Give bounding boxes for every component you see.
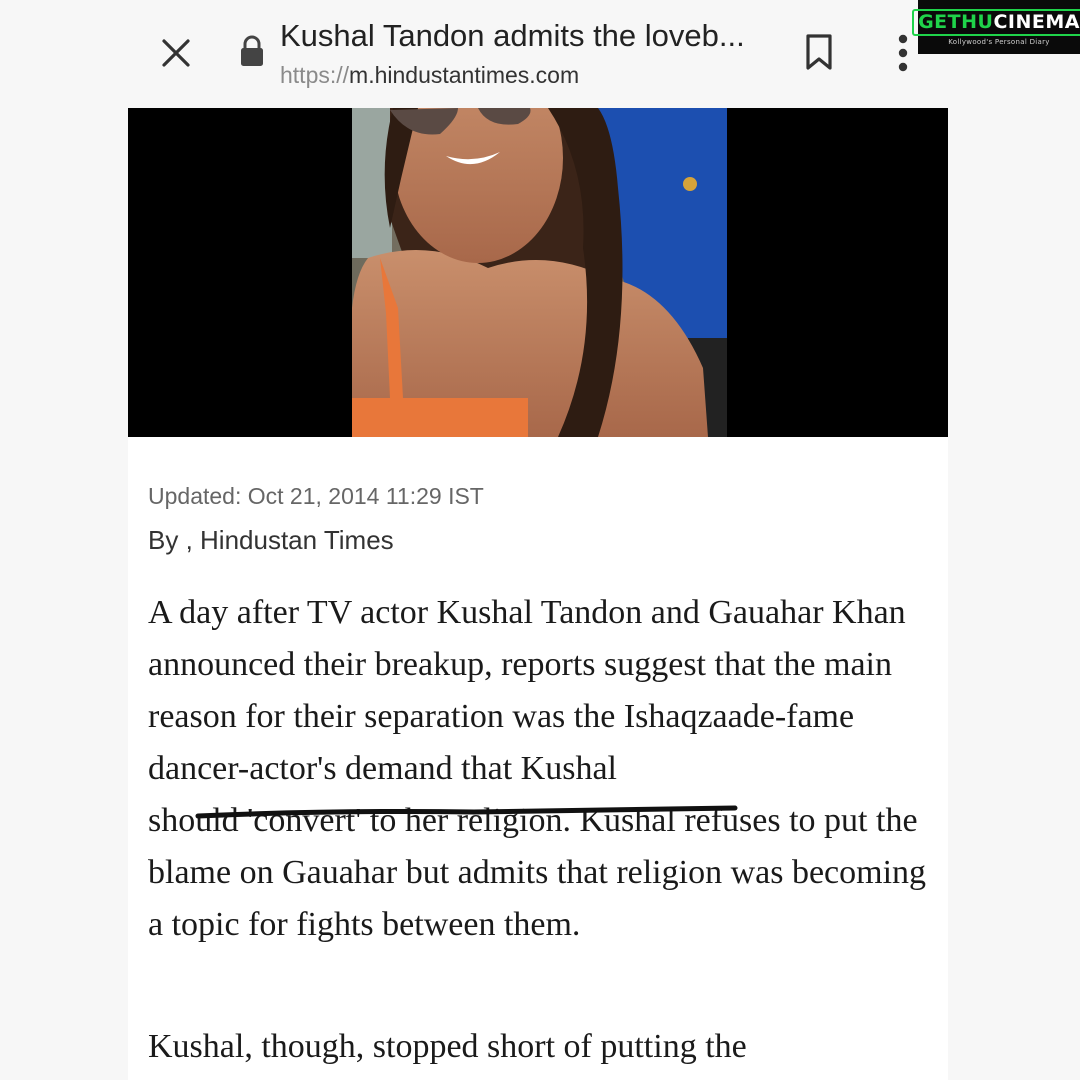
watermark-tagline: Kollywood's Personal Diary [948, 37, 1050, 46]
close-button[interactable] [150, 30, 202, 76]
photo-illustration [128, 108, 948, 437]
handdrawn-underline [194, 804, 739, 824]
article-paragraph-2: Kushal, though, stopped short of putting the [148, 1028, 747, 1065]
watermark-wordmark [912, 9, 1080, 36]
watermark-part2: CINEMA [993, 10, 1080, 33]
url-text[interactable] [280, 62, 579, 89]
byline: By , Hindustan Times [148, 525, 394, 555]
bookmark-icon [804, 33, 834, 71]
url-host: m.hindustantimes.com [349, 62, 580, 88]
overflow-menu-button[interactable] [886, 30, 920, 76]
para1-after: . Kushal refuses to put the blame on Gauahar but admits that religion was becoming a topic for fights between them. [148, 802, 927, 943]
para1-before: A day after TV actor Kushal Tandon and Gauahar Khan announced their breakup, reports suggest that the main reason for their separation was the Ishaqzaade-fame dancer-actor's demand that Kushal [148, 594, 906, 787]
close-icon [161, 38, 191, 68]
more-vert-icon [897, 34, 909, 72]
updated-timestamp: Updated: Oct 21, 2014 11:29 IST [148, 483, 484, 509]
bookmark-button[interactable] [798, 28, 840, 76]
article-paragraph-1 [148, 587, 943, 951]
article-photo [128, 108, 948, 437]
page-title: Kushal Tandon admits the loveb... [280, 18, 745, 53]
lock-icon [238, 34, 266, 68]
url-scheme: https:// [280, 62, 350, 88]
watermark-logo [918, 0, 1080, 54]
para1-highlight: should 'convert' to her religion [148, 802, 563, 839]
article-content [128, 437, 948, 1080]
watermark-part1: GETHU [918, 10, 994, 33]
